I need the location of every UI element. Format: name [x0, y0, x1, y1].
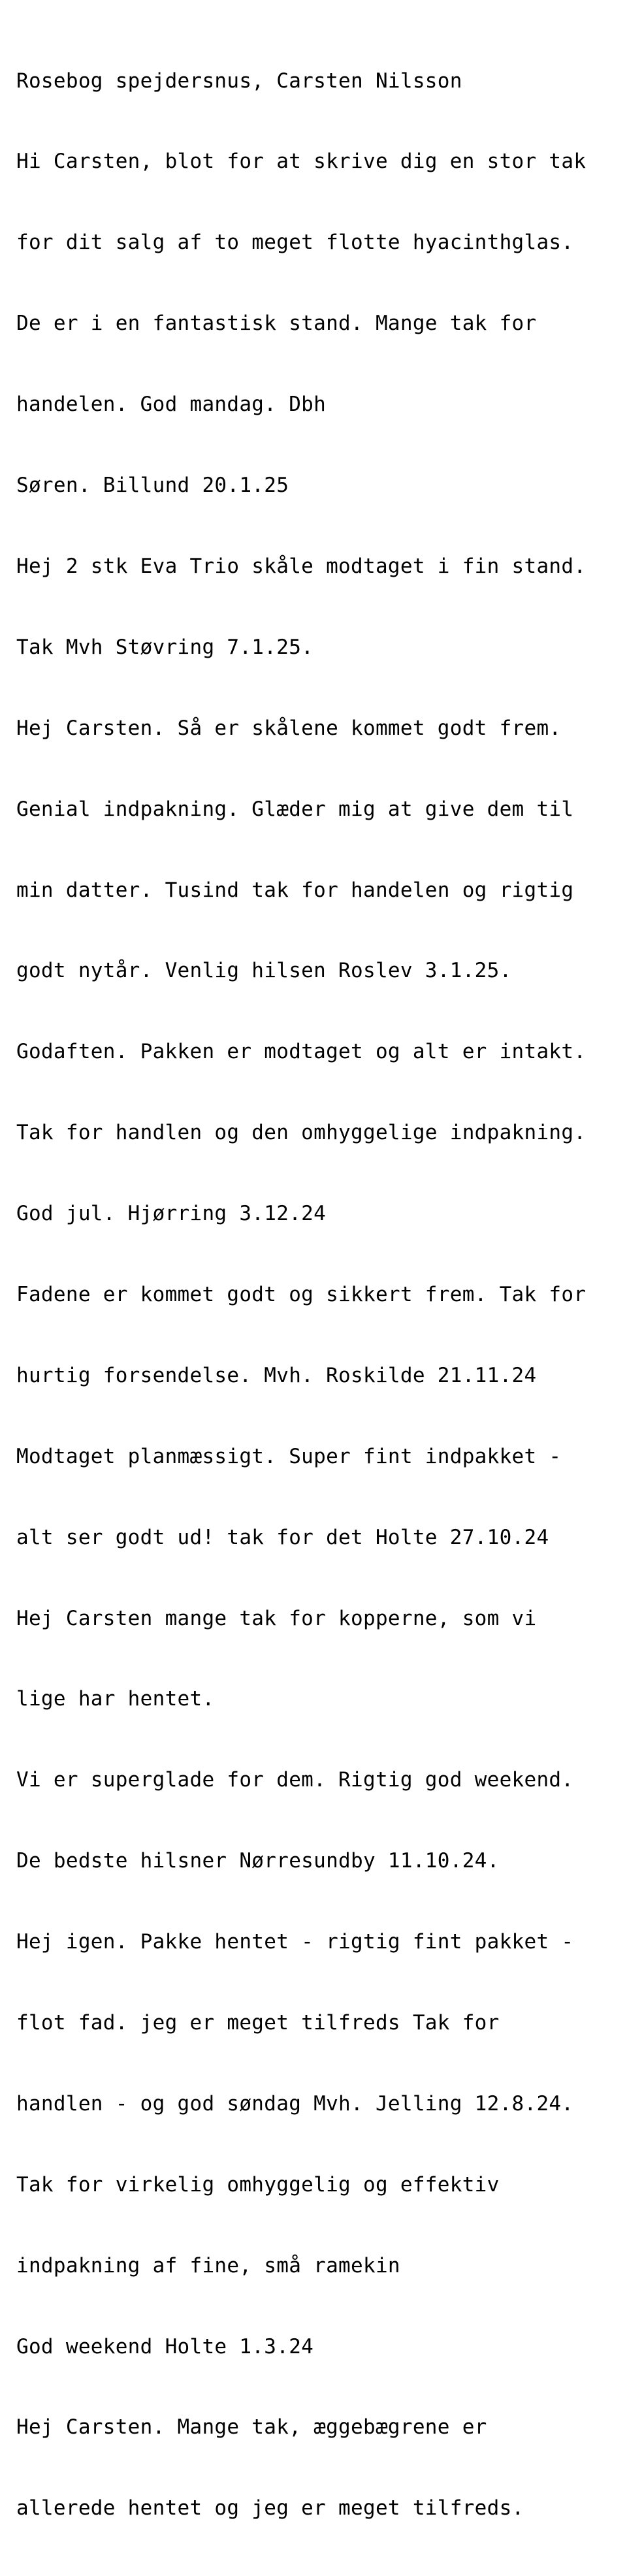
- text-line: Modtaget planmæssigt. Super fint indpakket -: [16, 1444, 562, 1468]
- text-line: Hej Carsten. Så er skålene kommet godt frem.: [16, 716, 562, 740]
- text-line: lige har hentet.: [16, 1687, 215, 1711]
- text-line: indpakning af fine, små ramekin: [16, 2253, 400, 2278]
- text-line: Hi Carsten, blot for at skrive dig en stor tak: [16, 150, 587, 174]
- text-line: Hej igen. Pakke hentet - rigtig fint pakket -: [16, 1930, 574, 1954]
- text-line: Tak Mvh Støvring 7.1.25.: [16, 635, 314, 659]
- text-line: Fadene er kommet godt og sikkert frem. Tak for: [16, 1282, 587, 1306]
- text-line: Vi er superglade for dem. Rigtig god weekend.: [16, 1768, 574, 1792]
- text-line: God weekend Holte 1.3.24: [16, 2334, 314, 2359]
- text-line: Hej Carsten mange tak for kopperne, som vi: [16, 1606, 537, 1630]
- text-line: Genial indpakning. Glæder mig at give dem til: [16, 797, 574, 821]
- text-line: Rosebog spejdersnus, Carsten Nilsson: [16, 69, 462, 93]
- text-line: God jul. Hjørring 3.12.24: [16, 1202, 327, 1226]
- text-line: Hej 2 stk Eva Trio skåle modtaget i fin stand.: [16, 554, 587, 578]
- text-line: allerede hentet og jeg er meget tilfreds.: [16, 2496, 524, 2520]
- text-line: min datter. Tusind tak for handelen og rigtig: [16, 878, 574, 902]
- text-line: handlen - og god søndag Mvh. Jelling 12.8.24.: [16, 2091, 574, 2116]
- text-line: Hej Carsten. Mange tak, æggebægrene er: [16, 2415, 487, 2439]
- text-line: hurtig forsendelse. Mvh. Roskilde 21.11.24: [16, 1363, 537, 1387]
- text-line: Søren. Billund 20.1.25: [16, 474, 289, 498]
- text-line: godt nytår. Venlig hilsen Roslev 3.1.25.: [16, 959, 512, 983]
- text-line: Tak for handlen og den omhyggelige indpakning.: [16, 1121, 587, 1145]
- text-line: alt ser godt ud! tak for det Holte 27.10.24: [16, 1525, 549, 1549]
- text-line: De bedste hilsner Nørresundby 11.10.24.: [16, 1849, 500, 1873]
- text-line: Tak for virkelig omhyggelig og effektiv: [16, 2172, 500, 2197]
- text-line: handelen. God mandag. Dbh: [16, 393, 327, 417]
- document-body: [16, 14, 614, 2576]
- text-line: for dit salg af to meget flotte hyacinthglas.: [16, 231, 574, 255]
- text-line: De er i en fantastisk stand. Mange tak for: [16, 312, 537, 336]
- text-line: flot fad. jeg er meget tilfreds Tak for: [16, 2010, 500, 2035]
- text-line: Godaften. Pakken er modtaget og alt er intakt.: [16, 1040, 587, 1064]
